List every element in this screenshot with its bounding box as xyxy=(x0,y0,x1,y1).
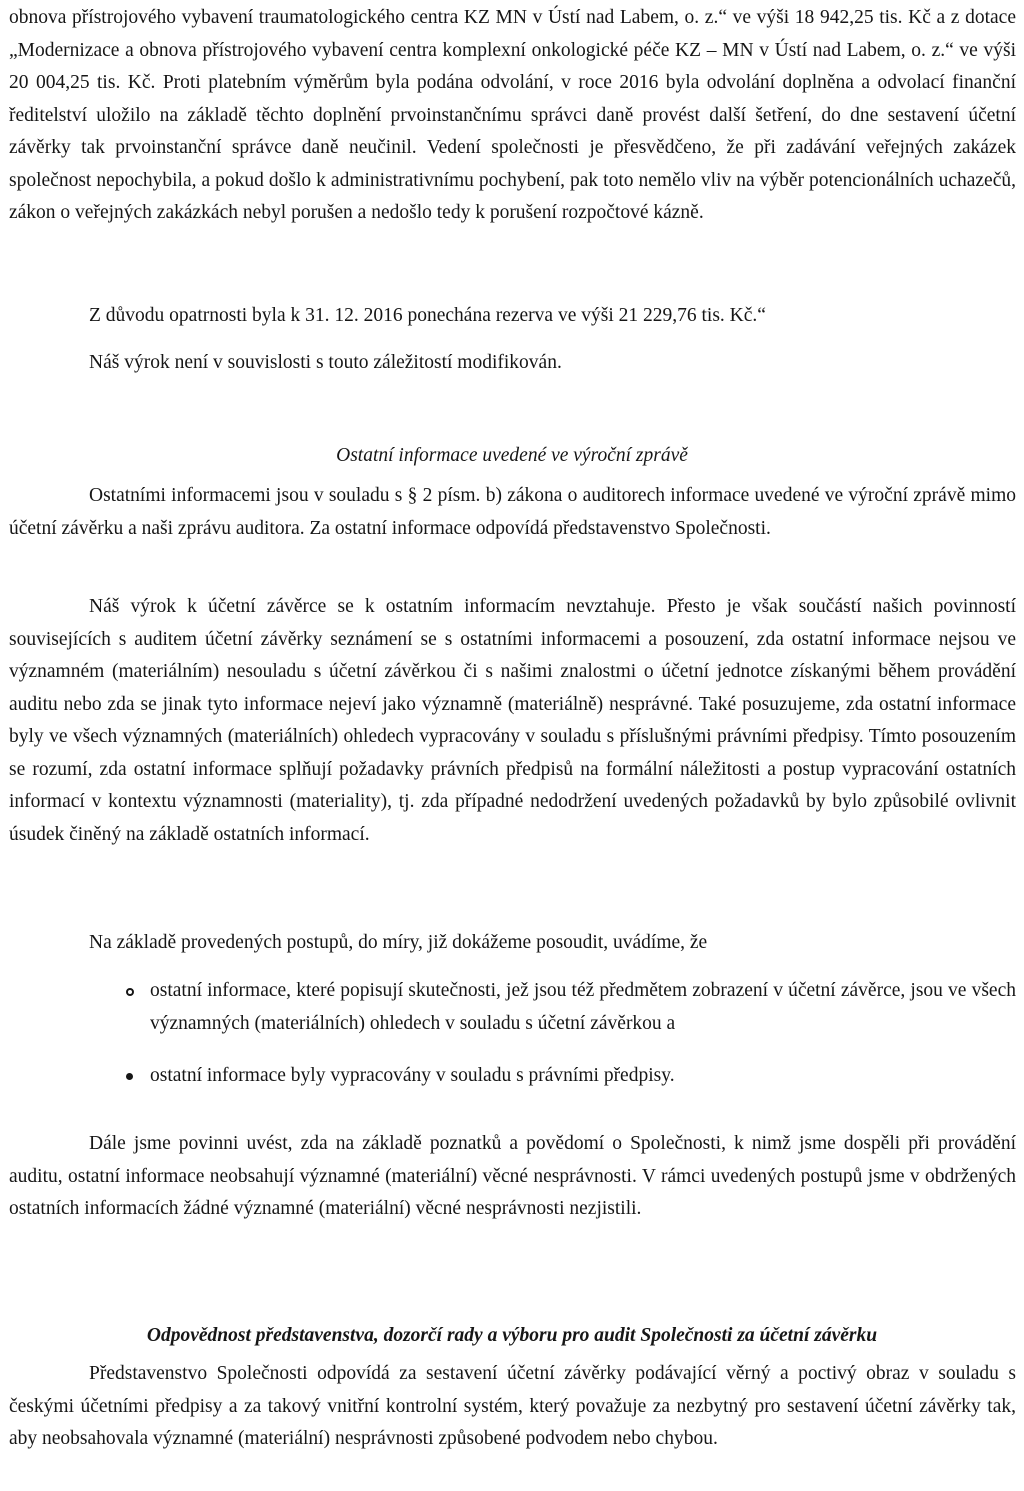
paragraph-other-information-definition: Ostatními informacemi jsou v souladu s § 2 písm. b) zákona o auditorech informace uvedené ve výroční zprávě mimo účetní závěrku a naši zprávu auditora. Za ostatní informace odpovídá představenstvo Společnosti. xyxy=(9,485,1016,539)
list-item xyxy=(9,975,1016,1040)
paragraph-board-responsibility: Představenstvo Společnosti odpovídá za sestavení účetní závěrky podávající věrný a poctivý obraz v souladu s českými účetními předpisy a za takový vnitřní kontrolní systém, který považuje za nezbytný pro sestavení účetní závěrky tak, aby neobsahovala významné (materiální) nesprávnosti způsobené podvodem nebo chybou. xyxy=(9,1363,1016,1449)
heading-text: Ostatní informace uvedené ve výroční zprávě xyxy=(336,445,688,466)
findings-list xyxy=(9,975,1016,1093)
paragraph-audit-responsibilities: Náš výrok k účetní závěrce se k ostatním informacím nevztahuje. Přesto je však součástí našich povinností souvisejících s auditem účetní závěrky seznámení se s ostatními informacemi a posouzení, zda ostatní informace nejsou ve významném (materiálním) nesouladu s účetní závěrkou či s našimi znalostmi o účetní jednotce získanými během provádění auditu nebo zda se jinak tyto informace nejeví jako významně (materiálně) nesprávné. Také posuzujeme, zda ostatní informace byly ve všech významných (materiálních) ohledech vypracovány v souladu s příslušnými právními předpisy. Tímto posouzením se rozumí, zda ostatní informace splňují požadavky právních předpisů na formální náležitosti a postup vypracování ostatních informací v kontextu významnosti (materiality), tj. zda případné nedodržení uvedených požadavků by bylo způsobilé ovlivnit úsudek činěný na základě ostatních informací. xyxy=(9,596,1016,845)
paragraph-opinion-not-modified: Náš výrok není v souvislosti s touto záležitostí modifikován. xyxy=(89,352,562,373)
bullet-icon xyxy=(126,1073,133,1080)
heading-text: Odpovědnost představenstva, dozorčí rady a výboru pro audit Společnosti za účetní závěrku xyxy=(146,1325,878,1346)
list-item-text: ostatní informace byly vypracovány v souladu s právními předpisy. xyxy=(150,1065,675,1086)
section-heading-board-responsibility xyxy=(0,1321,1024,1351)
section-heading-other-information xyxy=(0,441,1024,471)
list-item-text: ostatní informace, které popisují skutečnosti, jež jsou též předmětem zobrazení v účetní závěrce, jsou ve všech významných (materiálních) ohledech v souladu s účetní závěrkou a xyxy=(150,980,1016,1034)
paragraph-1: obnova přístrojového vybavení traumatologického centra KZ MN v Ústí nad Labem, o. z.“ ve výši 18 942,25 tis. Kč a z dotace „Modernizace a obnova přístrojového vybavení centra komplexní onkologické péče KZ – MN v Ústí nad Labem, o. z.“ ve výši 20 004,25 tis. Kč. Proti platebním výměrům byla podána odvolání, v roce 2016 byla odvolání doplněna a odvolací finanční ředitelství uložilo na základě těchto doplnění prvoinstančnímu správci daně provést další šetření, do dne sestavení účetní závěrky tak prvoinstanční správce daně neučinil. Vedení společnosti je přesvědčeno, že při zadávání veřejných zakázek společnost nepochybila, a pokud došlo k administrativnímu pochybení, pak toto nemělo vliv na výběr potencionálních uchazečů, zákon o veřejných zakázkách nebyl porušen a nedošlo tedy k porušení rozpočtové kázně. xyxy=(9,7,1016,223)
list-item xyxy=(9,1060,1016,1093)
hollow-bullet-icon xyxy=(126,988,134,996)
paragraph-reserve: Z důvodu opatrnosti byla k 31. 12. 2016 ponechána rezerva ve výši 21 229,76 tis. Kč.“ xyxy=(89,305,766,326)
paragraph-procedures-statement: Na základě provedených postupů, do míry, již dokážeme posoudit, uvádíme, že xyxy=(89,932,708,953)
paragraph-misstatement-report: Dále jsme povinni uvést, zda na základě poznatků a povědomí o Společnosti, k nimž jsme dospěli při provádění auditu, ostatní informace neobsahují významné (materiální) věcné nesprávnosti. V rámci uvedených postupů jsme v obdržených ostatních informacích žádné významné (materiální) věcné nesprávnosti nezjistili. xyxy=(9,1133,1016,1219)
